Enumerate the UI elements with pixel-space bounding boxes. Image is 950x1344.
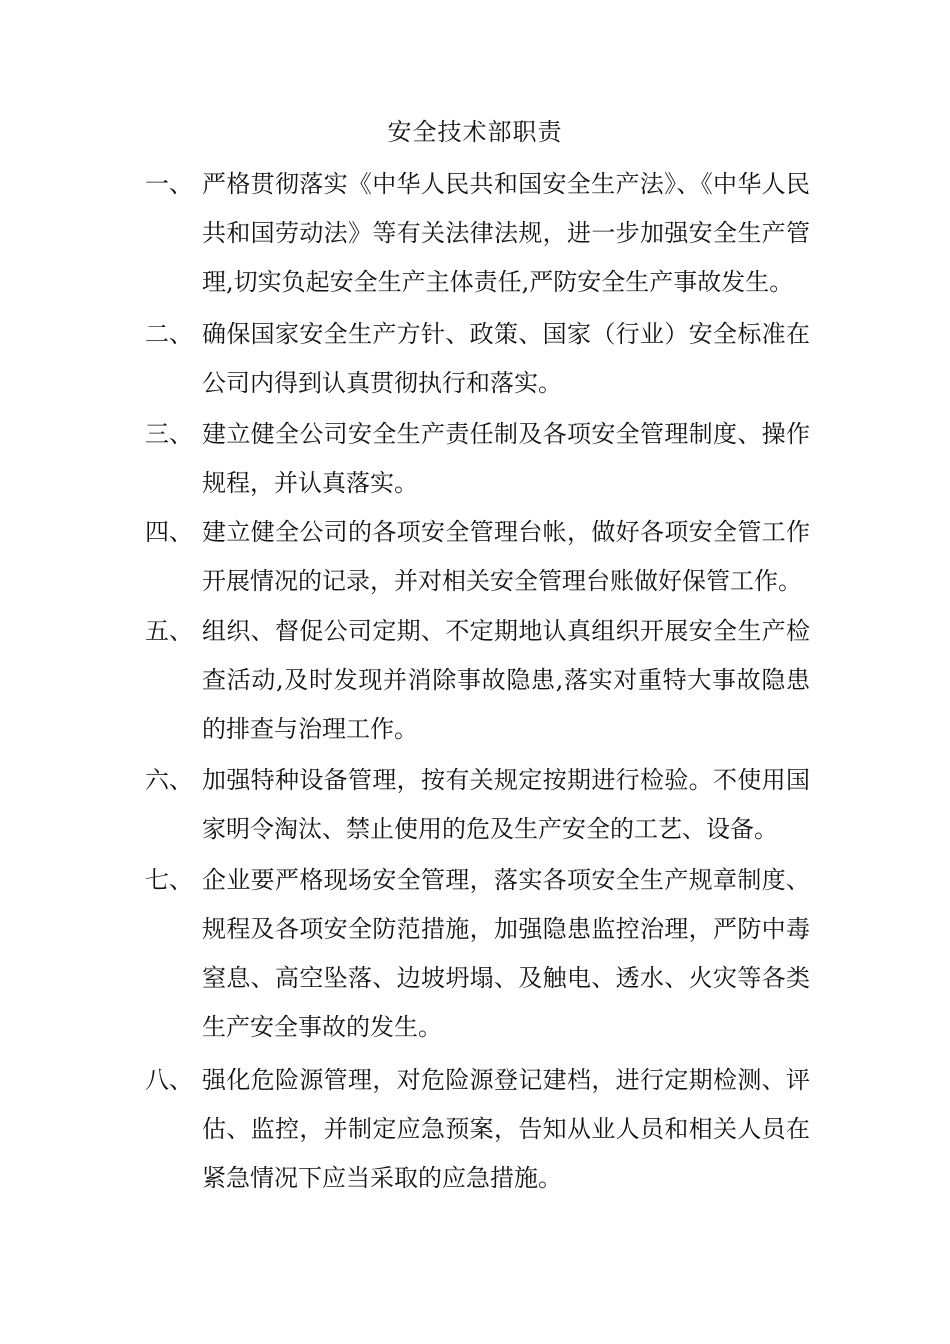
page-title: 安全技术部职责 <box>387 118 563 146</box>
item-text: 加强特种设备管理，按有关规定按期进行检验。不使用国家明令淘汰、禁止使用的危及生产安全的工艺、设备。 <box>202 766 810 843</box>
item-number: 七、 <box>145 866 193 894</box>
item-text: 建立健全公司的各项安全管理台帐，做好各项安全管工作开展情况的记录，并对相关安全管理台账做好保管工作。 <box>202 518 810 595</box>
item-text: 确保国家安全生产方针、政策、国家（行业）安全标准在公司内得到认真贯彻执行和落实。 <box>202 320 810 397</box>
item-number: 五、 <box>145 617 193 645</box>
item-text: 严格贯彻落实《中华人民共和国安全生产法》、《中华人民共和国劳动法》等有关法律法规，进一步加强安全生产管理,切实负起安全生产主体责任,严防安全生产事故发生。 <box>202 170 810 296</box>
item-number: 四、 <box>145 518 193 546</box>
item-text: 强化危险源管理，对危险源登记建档，进行定期检测、评估、监控，并制定应急预案，告知从业人员和相关人员在紧急情况下应当采取的应急措施。 <box>202 1066 810 1192</box>
item-text: 建立健全公司安全生产责任制及各项安全管理制度、操作规程，并认真落实。 <box>202 420 810 497</box>
item-text: 企业要严格现场安全管理，落实各项安全生产规章制度、规程及各项安全防范措施，加强隐患监控治理，严防中毒窒息、高空坠落、边坡坍塌、及触电、透水、火灾等各类生产安全事故的发生。 <box>202 866 810 1041</box>
item-number: 八、 <box>145 1066 193 1094</box>
item-text: 组织、督促公司定期、不定期地认真组织开展安全生产检查活动,及时发现并消除事故隐患,落实对重特大事故隐患的排查与治理工作。 <box>202 617 810 743</box>
item-number: 一、 <box>145 170 193 198</box>
item-number: 三、 <box>145 420 193 448</box>
item-number: 二、 <box>145 320 193 348</box>
item-number: 六、 <box>145 766 193 794</box>
